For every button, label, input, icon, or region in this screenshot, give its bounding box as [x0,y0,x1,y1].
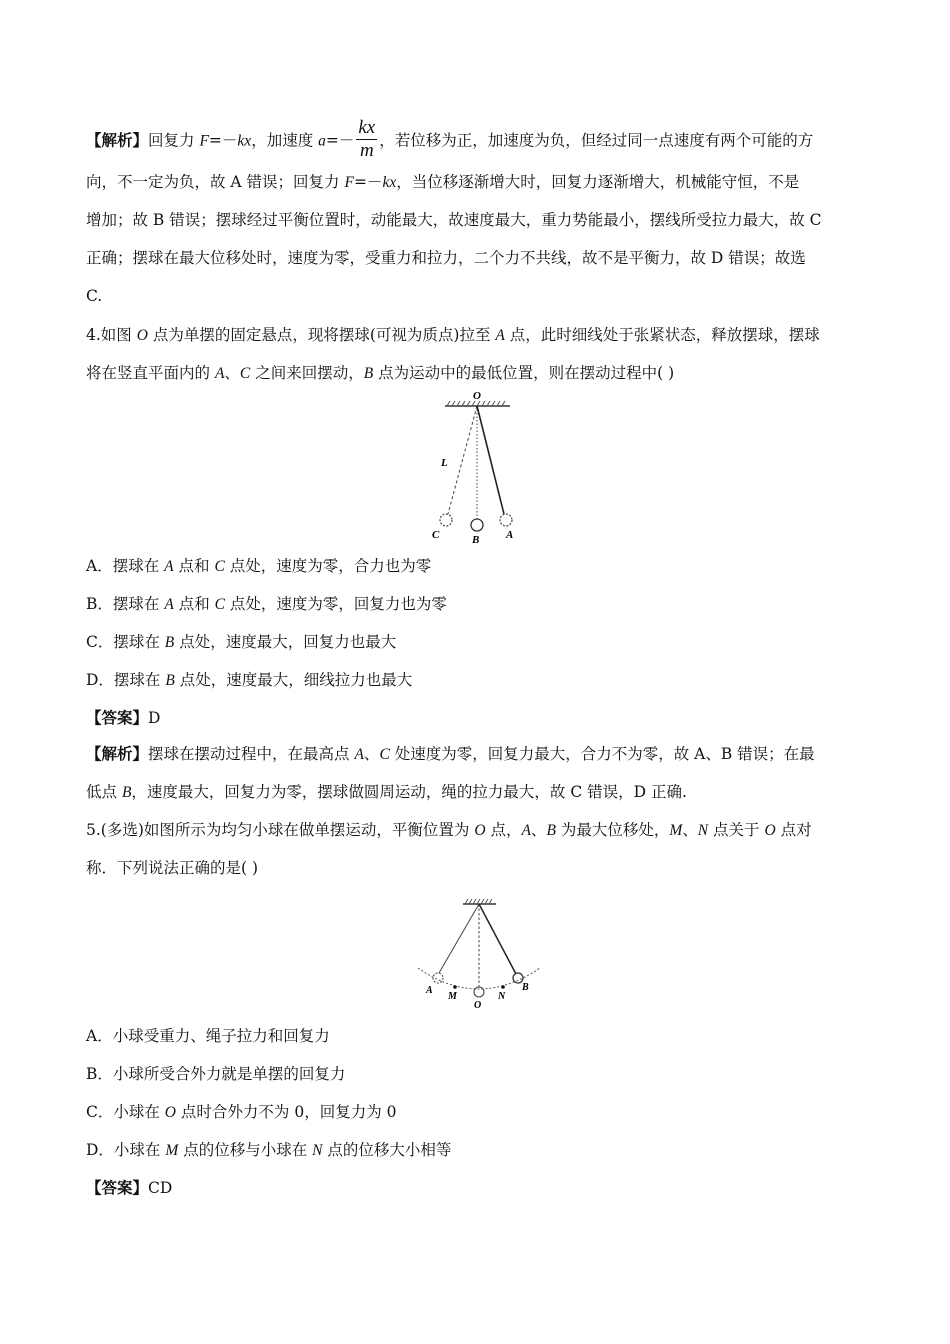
analysis-q3-line5: C. [86,287,103,305]
q4-stem-line1: 4.如图 O 点为单摆的固定悬点，现将摆球(可视为质点)拉至 A 点，此时细线处于张紧状态，释放摆球，摆球 [86,326,820,344]
analysis-q3-line3: 增加；故 B 错误；摆球经过平衡位置时，动能最大，故速度最大，重力势能最小，摆线所受拉力最大，故 C [86,211,822,229]
q4-option-a[interactable]: A．摆球在 A 点和 C 点处，速度为零，合力也为零 [86,557,432,575]
q5-stem-line2: 称．下列说法正确的是( ) [86,859,259,877]
q5-option-c[interactable]: C．小球在 O 点时合外力不为 0，回复力为 0 [86,1103,397,1121]
label-B: B [522,982,529,993]
ball-C [440,514,452,526]
analysis-q3-line2: 向，不一定为负，故 A 错误；回复力 F=－kx，当位移逐渐增大时，回复力逐渐增大，机械能守恒，不是 [86,173,800,191]
label-A: A [426,985,433,996]
q5-stem-line1: 5.(多选)如图所示为均匀小球在做单摆运动，平衡位置为 O 点，A、B 为最大位移处，M、N 点关于 O 点对 [86,821,812,839]
q5-answer: 【答案】CD [86,1178,173,1197]
q5-option-d[interactable]: D．小球在 M 点的位移与小球在 N 点的位移大小相等 [86,1141,452,1159]
label-N: N [498,991,506,1002]
q4-option-d[interactable]: D．摆球在 B 点处，速度最大，细线拉力也最大 [86,671,413,689]
q4-stem-line2: 将在竖直平面内的 A、C 之间来回摆动，B 点为运动中的最低位置，则在摆动过程中( ) [86,364,675,382]
analysis-q3-line4: 正确；摆球在最大位移处时，速度为零，受重力和拉力，二个力不共线，故不是平衡力，故 D 错误；故选 [86,249,806,267]
analysis-q3 [86,119,876,315]
label-O: O [474,1000,482,1011]
analysis-q3-line1: 【解析】回复力 F=－kx，加速度 a=－ $\frac{kx}{m}$ ，若位移为正，加速度为负，但经过同一点速度有两个可能的方 [86,117,814,161]
string-to-C [448,406,477,514]
q4-analysis-line2: 低点 B，速度最大，回复力为零，摆球做圆周运动，绳的拉力最大，故 C 错误，D 正确. [86,783,687,801]
q4-analysis [86,735,876,811]
point-M [453,985,457,989]
label-O: O [473,390,481,402]
point-N [501,985,505,989]
string-to-A [477,406,504,514]
question-4 [86,316,876,392]
analysis-tag: 【解析】 [86,130,149,150]
label-C: C [432,529,440,541]
q4-analysis-line1: 【解析】摆球在摆动过程中，在最高点 A、C 处速度为零，回复力最大，合力不为零，故 A、B 错误；在最 [86,744,815,763]
acceleration-fraction: $\frac{kx}{m}$ [358,117,376,161]
q4-option-c[interactable]: C．摆球在 B 点处，速度最大，回复力也最大 [86,633,397,651]
q4-option-b[interactable]: B．摆球在 A 点和 C 点处，速度为零，回复力也为零 [86,595,447,613]
pendulum-figure-q5 [408,892,548,1012]
q4-answer: 【答案】D [86,708,161,727]
q5-option-a[interactable]: A．小球受重力、绳子拉力和回复力 [86,1027,330,1045]
label-B: B [472,534,480,546]
q5-option-b[interactable]: B．小球所受合外力就是单摆的回复力 [86,1065,346,1083]
label-A: A [506,529,514,541]
ball-A [500,514,512,526]
label-M: M [448,991,457,1002]
string-to-A [439,904,479,973]
question-5 [86,811,876,887]
label-L: L [441,457,448,469]
pendulum-figure-q4 [410,388,540,548]
ball-A [433,973,443,983]
string-to-B [479,904,516,974]
ball-B [471,519,483,531]
